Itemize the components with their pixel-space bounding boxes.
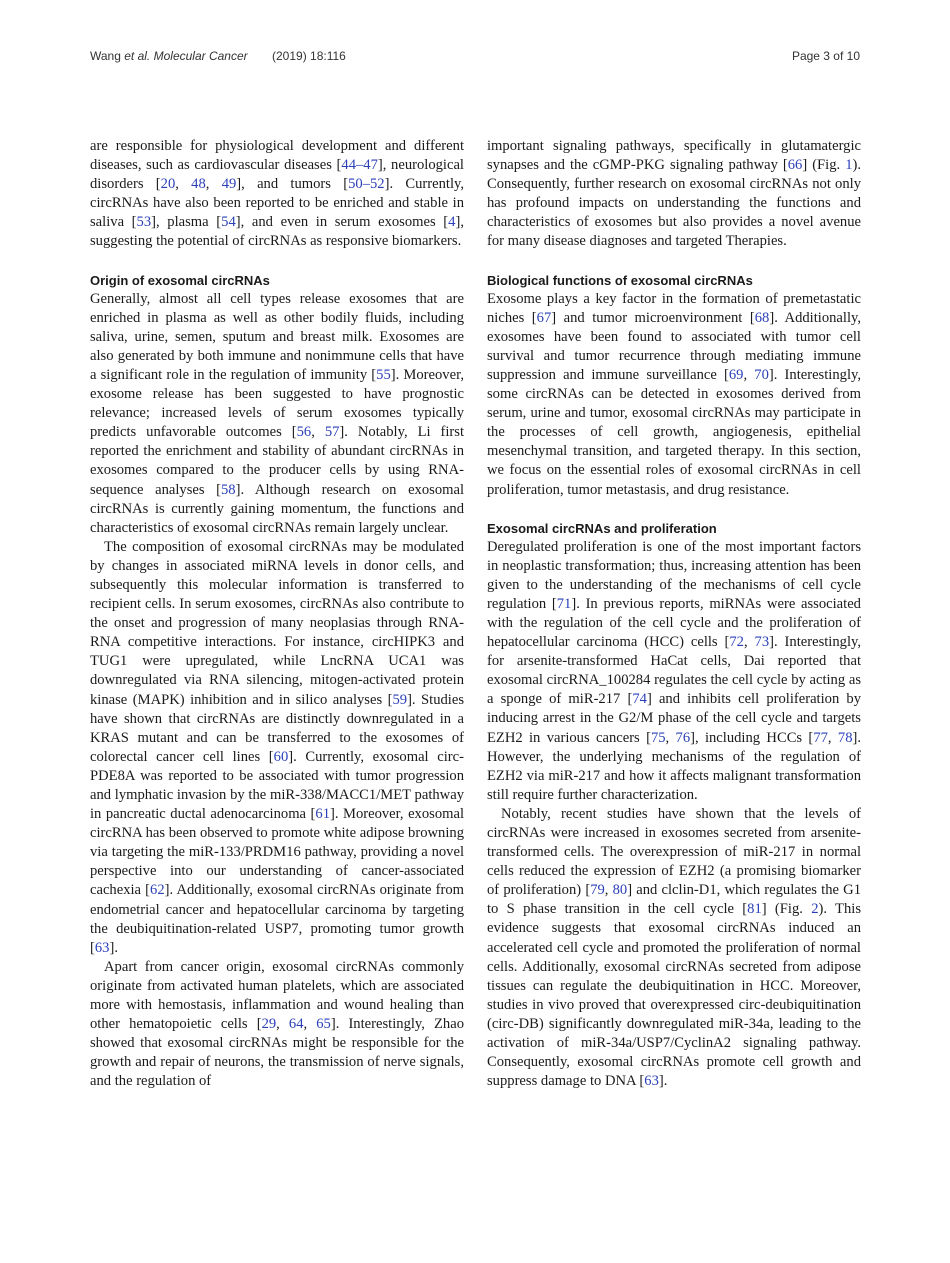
reference-link[interactable]: 58 <box>221 481 236 498</box>
reference-link[interactable]: 78 <box>837 729 853 746</box>
paragraph: Deregulated proliferation is one of the most important factors in neoplastic transformation; thus, increasing attention has been given to the understanding of the mechanisms of cell cycle regulation [71]. In previous reports, miRNAs were associated with the regulation of the cell cycle and the proliferation of hepatocellular carcinoma (HCC) cells [72, 73]. Interestingly, for arsenite-transformed HaCat cells, Dai reported that exosomal circRNA_100284 regulates the cell cycle by acting as a sponge of miR-217 [74] and inhibits cell proliferation by inducing arrest in the G2/M phase of the cell cycle and targets EZH2 in various cancers [75, 76], including HCCs [77, 78]. However, the underlying mechanisms of the regulation of EZH2 via miR-217 and how it affects malignant transformation still require further characterization. <box>487 538 862 803</box>
reference-link[interactable]: 55 <box>376 366 391 383</box>
section-heading-origin: Origin of exosomal circRNAs <box>90 272 270 288</box>
reference-link[interactable]: 50–52 <box>348 176 385 193</box>
reference-link[interactable]: 44–47 <box>341 157 378 174</box>
reference-link[interactable]: 48 <box>191 176 206 193</box>
reference-link[interactable]: 65 <box>316 1016 331 1033</box>
paragraph: Generally, almost all cell types release exosomes that are enriched in plasma as well as other bodily fluids, including saliva, urine, semen, sputum and breast milk. Exosomes are also generated by both immune and nonimmune cells that have a significant role in the regulation of immunity [55]. Moreover, exosome release has been suggested to have prognostic relevance; increased levels of serum exosomes typically predicts unfavorable outcomes [56, 57]. Notably, Li first reported the enrichment and stability of abundant circRNAs in exosomes compared to the producer cells by using RNA-sequence analyses [58]. Although research on exosomal circRNAs is currently gaining momentum, the functions and characteristics of exosomal circRNAs remain largely unclear. <box>90 290 465 536</box>
reference-link[interactable]: 60 <box>273 748 289 765</box>
reference-link[interactable]: 68 <box>754 309 770 326</box>
paragraph: The composition of exosomal circRNAs may be modulated by changes in associated miRNA levels in donor cells, and subsequently this molecular information is transferred to recipient cells. In serum exosomes, circRNAs also contribute to the onset and progression of many neoplasias through RNA-RNA competitive interactions. For instance, circHIPK3 and TUG1 were upregulated, while LncRNA UCA1 was downregulated via RNA silencing, mitogen-activated protein kinase (MAPK) inhibition and in silico analyses [59]. Studies have shown that circRNAs are distinctly downregulated in a KRAS mutant and can be transferred to the exosomes of colorectal cancer cell lines [60]. Currently, exosomal circ-PDE8A was reported to be associated with tumor progression and lymphatic invasion by the miR-338/MACC1/MET pathway in pancreatic ductal adenocarcinoma [61]. Moreover, exosomal circRNA has been observed to promote white adipose browning via targeting the miR-133/PRDM16 pathway, providing a novel perspective into our understanding of cancer-associated cachexia [62]. Additionally, exosomal circRNAs originate from endometrial cancer and hepatocellular carcinoma by targeting the deubiquitination-related USP7, promoting tumor growth [63]. <box>90 538 465 956</box>
reference-link[interactable]: 2 <box>811 901 819 918</box>
reference-link[interactable]: 64 <box>288 1016 304 1033</box>
paragraph: important signaling pathways, specifically in glutamatergic synapses and the cGMP-PKG signaling pathway [66] (Fig. 1). Consequently, further research on exosomal circRNAs not only has profound impacts on understanding the functions and characteristics of exosomes but also provides a novel avenue for many disease diagnoses and targeted Therapies. <box>487 138 861 250</box>
reference-link[interactable]: 54 <box>221 214 236 231</box>
reference-link[interactable]: 70 <box>754 366 769 383</box>
reference-link[interactable]: 59 <box>392 691 408 708</box>
reference-link[interactable]: 63 <box>94 939 110 956</box>
citation: (2019) 18:116 <box>272 49 346 63</box>
section-heading-proliferation: Exosomal circRNAs and proliferation <box>487 520 717 536</box>
reference-link[interactable]: 75 <box>650 729 666 746</box>
left-column <box>90 137 464 1092</box>
reference-link[interactable]: 72 <box>729 634 744 651</box>
section-heading-biological-functions: Biological functions of exosomal circRNAs <box>487 272 753 288</box>
journal-name: Wang et al. Molecular Cancer <box>90 49 248 63</box>
reference-link[interactable]: 66 <box>787 157 803 174</box>
reference-link[interactable]: 49 <box>221 176 237 193</box>
running-header <box>90 49 860 67</box>
reference-link[interactable]: 63 <box>644 1073 659 1090</box>
reference-link[interactable]: 79 <box>590 882 605 899</box>
paragraph: Apart from cancer origin, exosomal circRNAs commonly originate from activated human platelets, which are associated more with hemostasis, inflammation and wound healing than other hematopoietic cells [29, 64, 65]. Interestingly, Zhao showed that exosomal circRNAs might be responsible for the growth and repair of neurons, the transmission of nerve signals, and the regulation of <box>90 958 464 1090</box>
page-number: Page 3 of 10 <box>791 49 860 63</box>
reference-link[interactable]: 62 <box>150 882 165 899</box>
paragraph: Notably, recent studies have shown that the levels of circRNAs were increased in exosomes secreted from arsenite-transformed cells. The overexpression of miR-217 in normal cells reduced the expression of EZH2 (a promising biomarker of proliferation) [79, 80] and clclin-D1, which regulates the G1 to S phase transition in the cell cycle [81] (Fig. 2). This evidence suggests that exosomal circRNAs induced an accelerated cell cycle and promoted the proliferation of normal cells. Additionally, exosomal circRNAs secreted from adipose tissues can regulate the deubiquitination in HCC. Moreover, studies in vivo proved that overexpressed circ-deubiquitination (circ-DB) significantly downregulated miR-34a, leading to the activation of miR-34a/USP7/CyclinA2 signaling pathway. Consequently, exosomal circRNAs promote cell growth and suppress damage to DNA [63]. <box>487 805 862 1090</box>
reference-link[interactable]: 1 <box>845 157 853 174</box>
reference-link[interactable]: 81 <box>747 901 762 918</box>
reference-link[interactable]: 76 <box>675 729 691 746</box>
paragraph: Exosome plays a key factor in the formation of premetastatic niches [67] and tumor microenvironment [68]. Additionally, exosomes have been found to associated with tumor cell survival and tumor recurrence through mediating immune suppression and immune surveillance [69, 70]. Interestingly, some circRNAs can be detected in exosomes derived from serum, urine and tumor, exosomal circRNAs may participate in the processes of cell growth, angiogenesis, epithelial mesenchymal transition, and targeted therapy. In this section, we focus on the essential roles of exosomal circRNAs in cell proliferation, tumor metastasis, and drug resistance. <box>487 290 862 498</box>
right-column <box>487 137 861 1091</box>
paragraph: are responsible for physiological development and different diseases, such as cardiovascular diseases [44–47], neurological disorders [20, 48, 49], and tumors [50–52]. Currently, circRNAs have also been reported to be enriched and stable in saliva [53], plasma [54], and even in serum exosomes [4], suggesting the potential of circRNAs as responsive biomarkers. <box>90 138 465 250</box>
reference-link[interactable]: 80 <box>612 882 628 899</box>
reference-link[interactable]: 73 <box>754 634 770 651</box>
reference-link[interactable]: 4 <box>448 214 456 231</box>
reference-link[interactable]: 57 <box>324 424 340 441</box>
reference-link[interactable]: 77 <box>813 729 828 746</box>
reference-link[interactable]: 29 <box>261 1016 277 1033</box>
reference-link[interactable]: 69 <box>728 366 744 383</box>
reference-link[interactable]: 71 <box>556 595 572 612</box>
reference-link[interactable]: 20 <box>160 176 176 193</box>
reference-link[interactable]: 56 <box>296 424 312 441</box>
reference-link[interactable]: 53 <box>136 214 152 231</box>
reference-link[interactable]: 67 <box>536 309 552 326</box>
reference-link[interactable]: 61 <box>315 806 330 823</box>
reference-link[interactable]: 74 <box>632 691 647 708</box>
